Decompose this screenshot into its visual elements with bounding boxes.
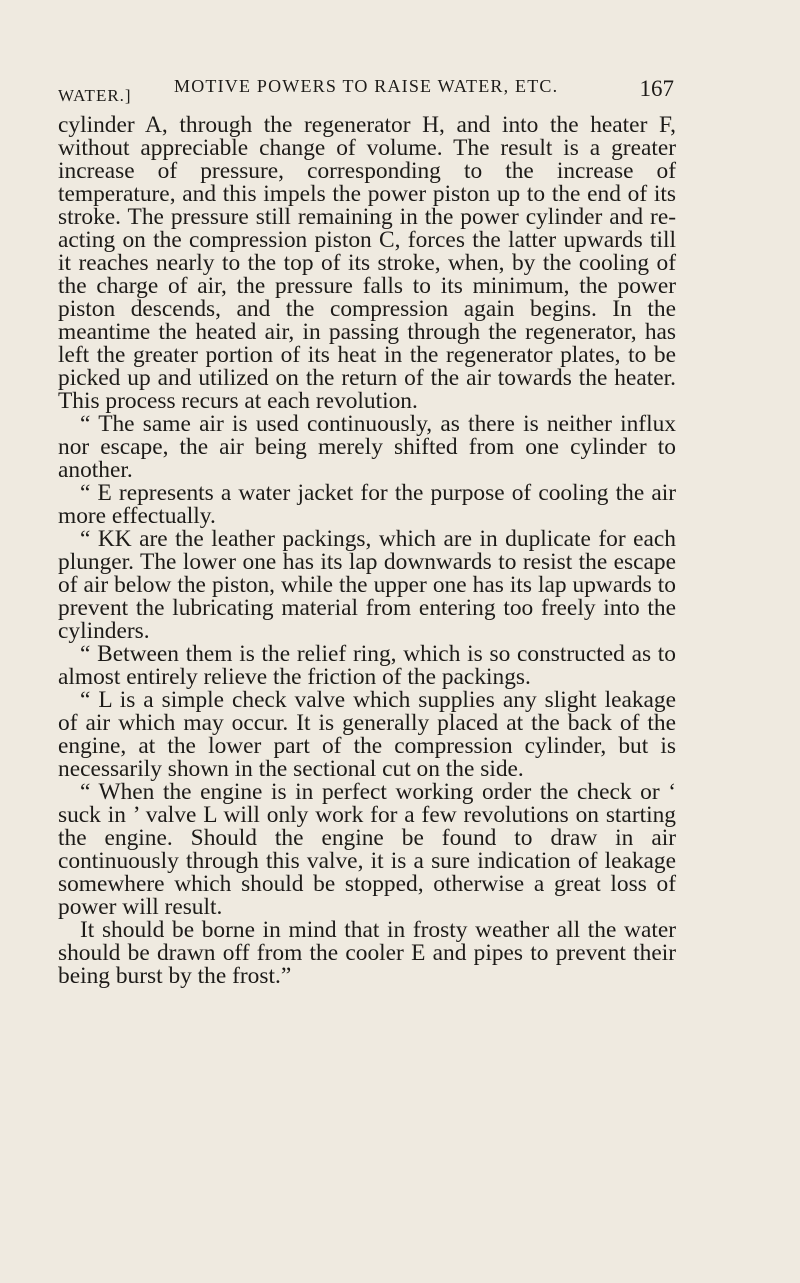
paragraph-7: “ When the engine is in perfect working order the check or ‘ suck in ’ valve L will only work for a few revolutions on starting the engine. Should the engine be found to draw in air continuously through this valve, it is a sure indication of leakage somewhere which should be stopped, otherwise a great loss of power will result. bbox=[58, 779, 676, 920]
body-text bbox=[58, 114, 676, 988]
paragraph-4: “ KK are the leather packings, which are in duplicate for each plunger. The lower one has its lap downwards to resist the escape of air below the piston, while the upper one has its lap upwards to prevent the lubricating material from entering too freely into the cylinders. bbox=[58, 526, 676, 644]
paragraph-8: It should be borne in mind that in frosty weather all the water should be drawn off from the cooler E and pipes to prevent their being burst by the frost.” bbox=[58, 917, 676, 989]
page-number: 167 bbox=[639, 76, 674, 101]
running-title: MOTIVE POWERS TO RAISE WATER, ETC. bbox=[174, 76, 559, 96]
running-header bbox=[58, 74, 674, 108]
paragraph-1: cylinder A, through the regenerator H, and into the heater F, without appreciable change of volume. The result is a greater increase of pressure, corresponding to the increase of temperature, and this impels the power piston up to the end of its stroke. The pressure still remaining in the power cylinder and re-acting on the compression piston C, forces the latter upwards till it reaches nearly to the top of its stroke, when, by the cooling of the charge of air, the pressure falls to its minimum, the power piston descends, and the compression again begins. In the meantime the heated air, in passing through the regenerator, has left the greater portion of its heat in the regenerator plates, to be picked up and utilized on the return of the air towards the heater. This process recurs at each revolution. bbox=[58, 112, 676, 414]
paragraph-5: “ Between them is the relief ring, which is so constructed as to almost entirely relieve the friction of the packings. bbox=[58, 641, 676, 690]
section-tag: WATER.] bbox=[58, 86, 132, 105]
paragraph-3: “ E represents a water jacket for the purpose of cooling the air more effectually. bbox=[58, 480, 676, 529]
paragraph-2: “ The same air is used continuously, as there is neither influx nor escape, the air being merely shifted from one cylinder to another. bbox=[58, 411, 676, 483]
paragraph-6: “ L is a simple check valve which supplies any slight leakage of air which may occur. It is generally placed at the back of the engine, at the lower part of the compression cylinder, but is necessarily shown in the sectional cut on the side. bbox=[58, 687, 676, 782]
